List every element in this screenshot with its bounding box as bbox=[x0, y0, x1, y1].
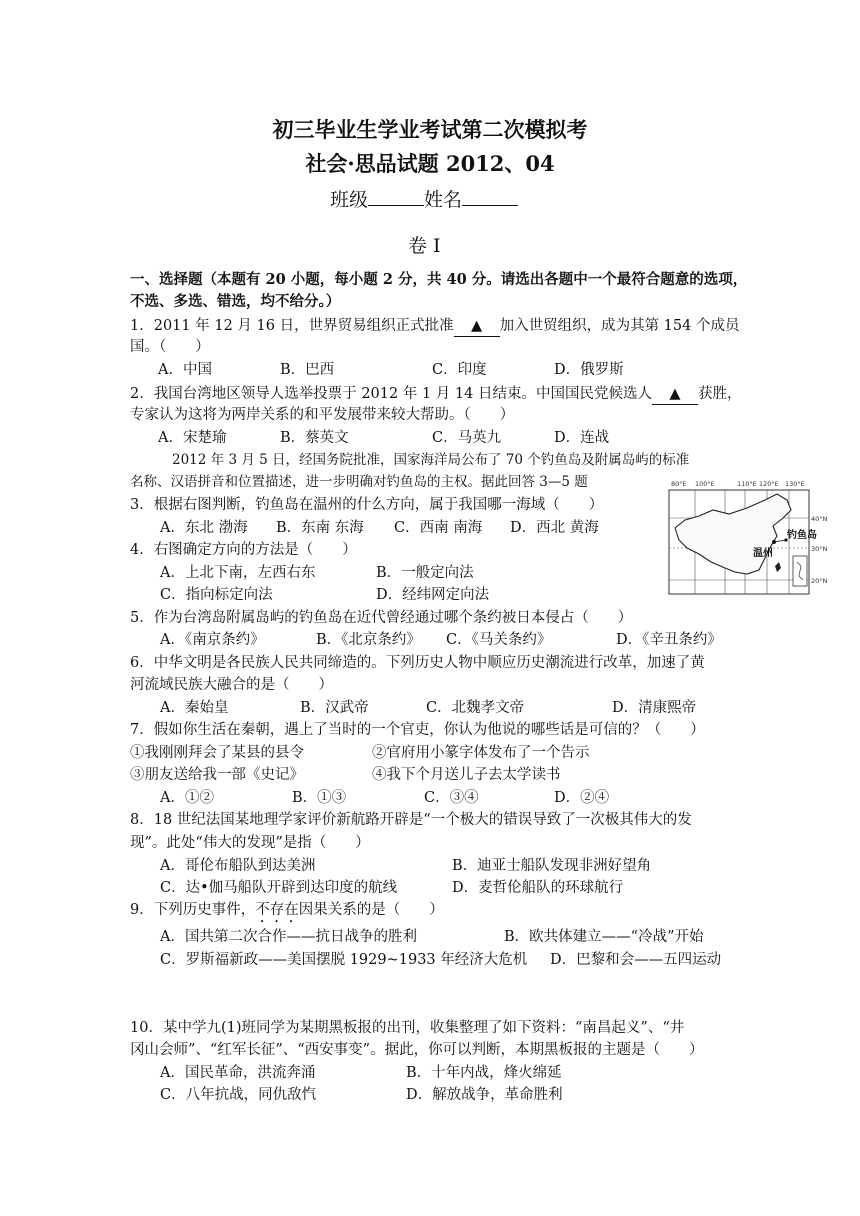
q2-answer-blank: ▲ bbox=[652, 384, 698, 405]
q7-statement-4: ④我下个月送儿子去太学读书 bbox=[372, 767, 561, 783]
q2-stem-post: 获胜， bbox=[697, 386, 742, 402]
q8-option-a[interactable]: A．哥伦布船队到达美洲 bbox=[160, 858, 316, 874]
q6-option-c[interactable]: C．北魏孝文帝 bbox=[426, 700, 525, 716]
q7-option-b[interactable]: B．①③ bbox=[292, 790, 347, 806]
q9-stem bbox=[130, 900, 444, 926]
class-blank[interactable] bbox=[368, 205, 424, 206]
q3-5-intro-line2: 名称、汉语拼音和位置描述，进一步明确对钓鱼岛的主权。据此回答 3—5 题 bbox=[130, 474, 588, 490]
q6-option-b[interactable]: B．汉武帝 bbox=[300, 700, 369, 716]
q8-option-c[interactable]: C．达•伽马船队开辟到达印度的航线 bbox=[160, 880, 398, 896]
q10-option-c[interactable]: C．八年抗战，同仇敌忾 bbox=[160, 1087, 317, 1103]
q6-stem-line2: 河流域民族大融合的是（ ） bbox=[130, 677, 333, 693]
map-lon-2: 100°E bbox=[695, 480, 715, 488]
q5-option-d[interactable]: D．《辛丑条约》 bbox=[616, 632, 722, 648]
q1-option-b[interactable]: B．巴西 bbox=[280, 362, 335, 378]
q10-option-b[interactable]: B．十年内战，烽火绵延 bbox=[406, 1065, 562, 1081]
class-label: 班级 bbox=[330, 189, 369, 211]
map-label-diaoyu: 钓鱼岛 bbox=[787, 530, 817, 541]
q6-stem-line1: 6．中华文明是各民族人民共同缔造的。下列历史人物中顺应历史潮流进行改革，加速了黄 bbox=[130, 655, 705, 671]
q9-option-d[interactable]: D．巴黎和会——五四运动 bbox=[550, 952, 722, 968]
q5-option-a[interactable]: A．《南京条约》 bbox=[160, 632, 265, 648]
q6-option-d[interactable]: D．清康熙帝 bbox=[612, 700, 697, 716]
student-info-row bbox=[330, 188, 518, 212]
q2-option-b[interactable]: B．蔡英文 bbox=[280, 430, 349, 446]
q8-stem-line1: 8．18 世纪法国某地理学家评价新航路开辟是“一个极大的错误导致了一次极其伟大的发 bbox=[130, 812, 692, 828]
map-label-wenzhou: 温州 bbox=[753, 548, 773, 559]
q7-statement-2: ②官府用小篆字体发布了一个告示 bbox=[372, 745, 590, 761]
q5-option-b[interactable]: B．《北京条约》 bbox=[316, 632, 421, 648]
q3-option-d[interactable]: D．西北 黄海 bbox=[510, 520, 599, 536]
exam-title: 初三毕业生学业考试第二次模拟考 bbox=[272, 117, 588, 142]
q3-option-c[interactable]: C．西南 南海 bbox=[394, 520, 483, 536]
q9-stem-post: 因果关系的是（ ） bbox=[298, 902, 444, 918]
q7-statement-1: ①我刚刚拜会了某县的县令 bbox=[130, 745, 304, 761]
q4-option-d[interactable]: D．经纬网定向法 bbox=[376, 587, 490, 603]
exam-subtitle: 社会·思品试题 2012、04 bbox=[305, 151, 555, 176]
q3-option-a[interactable]: A．东北 渤海 bbox=[160, 520, 248, 536]
section-instructions-line2: 不选、多选、错选，均不给分。） bbox=[130, 293, 341, 310]
q2-option-a[interactable]: A．宋楚瑜 bbox=[158, 430, 227, 446]
q3-option-b[interactable]: B．东南 东海 bbox=[276, 520, 364, 536]
q8-option-d[interactable]: D．麦哲伦船队的环球航行 bbox=[452, 880, 624, 896]
china-map-icon bbox=[655, 476, 835, 598]
map-lon-4: 120°E bbox=[759, 480, 779, 488]
q10-option-a[interactable]: A．国民革命，洪流奔涌 bbox=[160, 1065, 316, 1081]
q8-option-b[interactable]: B．迪亚士船队发现非洲好望角 bbox=[452, 858, 652, 874]
q1-stem-line2: 国。（ ） bbox=[130, 339, 210, 355]
q1-stem bbox=[130, 316, 739, 337]
q10-option-d[interactable]: D．解放战争，革命胜利 bbox=[406, 1087, 563, 1103]
q9-option-b[interactable]: B．欧共体建立——“冷战”开始 bbox=[504, 929, 704, 945]
q1-option-c[interactable]: C．印度 bbox=[432, 362, 487, 378]
q5-option-c[interactable]: C．《马关条约》 bbox=[446, 632, 552, 648]
q2-stem-pre: 2．我国台湾地区领导人选举投票于 2012 年 1 月 14 日结束。中国国民党候选人 bbox=[130, 386, 652, 402]
q4-stem: 4．右图确定方向的方法是（ ） bbox=[130, 542, 357, 558]
q9-stem-emphasis: 不存在 bbox=[255, 902, 299, 918]
map-lat-3: 20°N bbox=[811, 577, 828, 585]
map-lat-1: 40°N bbox=[811, 515, 828, 523]
q7-stem: 7．假如你生活在秦朝，遇上了当时的一个官吏，你认为他说的哪些话是可信的？（ ） bbox=[130, 722, 705, 738]
q2-option-d[interactable]: D．连战 bbox=[554, 430, 610, 446]
q4-option-a[interactable]: A．上北下南，左西右东 bbox=[160, 565, 316, 581]
q2-option-c[interactable]: C．马英九 bbox=[432, 430, 502, 446]
q1-answer-blank: ▲ bbox=[454, 316, 500, 337]
map-lon-3: 110°E bbox=[737, 480, 757, 488]
q4-option-b[interactable]: B．一般定向法 bbox=[376, 565, 474, 581]
q2-stem bbox=[130, 384, 741, 405]
q1-stem-pre: 1．2011 年 12 月 16 日，世界贸易组织正式批准 bbox=[130, 318, 454, 334]
q1-option-a[interactable]: A．中国 bbox=[158, 362, 212, 378]
q7-option-a[interactable]: A．①② bbox=[160, 790, 214, 806]
q10-stem-line1: 10．某中学九(1)班同学为某期黑板报的出刊，收集整理了如下资料：“南昌起义”、“井 bbox=[130, 1020, 685, 1036]
q7-option-d[interactable]: D．②④ bbox=[554, 790, 610, 806]
q1-stem-post: 加入世贸组织，成为其第 154 个成员 bbox=[499, 318, 740, 334]
q3-stem: 3．根据右图判断，钓鱼岛在温州的什么方向，属于我国哪一海域（ ） bbox=[130, 497, 604, 513]
map-lon-1: 80°E bbox=[671, 480, 687, 488]
q3-5-intro-line1: 2012 年 3 月 5 日，经国务院批准，国家海洋局公布了 70 个钓鱼岛及附属岛屿的标准 bbox=[172, 452, 690, 468]
q7-statement-3: ③朋友送给我一部《史记》 bbox=[130, 767, 304, 783]
map-lat-2: 30°N bbox=[811, 545, 828, 553]
q5-stem: 5．作为台湾岛附属岛屿的钓鱼岛在近代曾经通过哪个条约被日本侵占（ ） bbox=[130, 610, 633, 626]
name-blank[interactable] bbox=[462, 205, 518, 206]
name-label: 姓名 bbox=[424, 189, 463, 211]
q8-stem-line2: 现”。此处“伟大的发现”是指（ ） bbox=[130, 835, 370, 851]
q9-stem-pre: 9．下列历史事件， bbox=[130, 902, 256, 918]
q6-option-a[interactable]: A．秦始皇 bbox=[160, 700, 229, 716]
q2-stem-line2: 专家认为这将为两岸关系的和平发展带来较大帮助。（ ） bbox=[130, 407, 515, 423]
volume-label: 卷 Ⅰ bbox=[408, 235, 441, 257]
q9-option-a[interactable]: A．国共第二次合作——抗日战争的胜利 bbox=[160, 929, 417, 945]
china-map-figure bbox=[655, 476, 835, 598]
q9-option-c[interactable]: C．罗斯福新政——美国摆脱 1929~1933 年经济大危机 bbox=[160, 952, 528, 968]
q1-option-d[interactable]: D．俄罗斯 bbox=[554, 362, 624, 378]
map-lon-5: 130°E bbox=[785, 480, 805, 488]
q10-stem-line2: 冈山会师”、“红军长征”、“西安事变”。据此，你可以判断，本期黑板报的主题是（ ） bbox=[130, 1042, 704, 1058]
q4-option-c[interactable]: C．指向标定向法 bbox=[160, 587, 273, 603]
q7-option-c[interactable]: C．③④ bbox=[424, 790, 479, 806]
section-instructions-line1: 一、选择题（本题有 20 小题，每小题 2 分，共 40 分。请选出各题中一个最符合题意的选项， bbox=[130, 271, 748, 288]
